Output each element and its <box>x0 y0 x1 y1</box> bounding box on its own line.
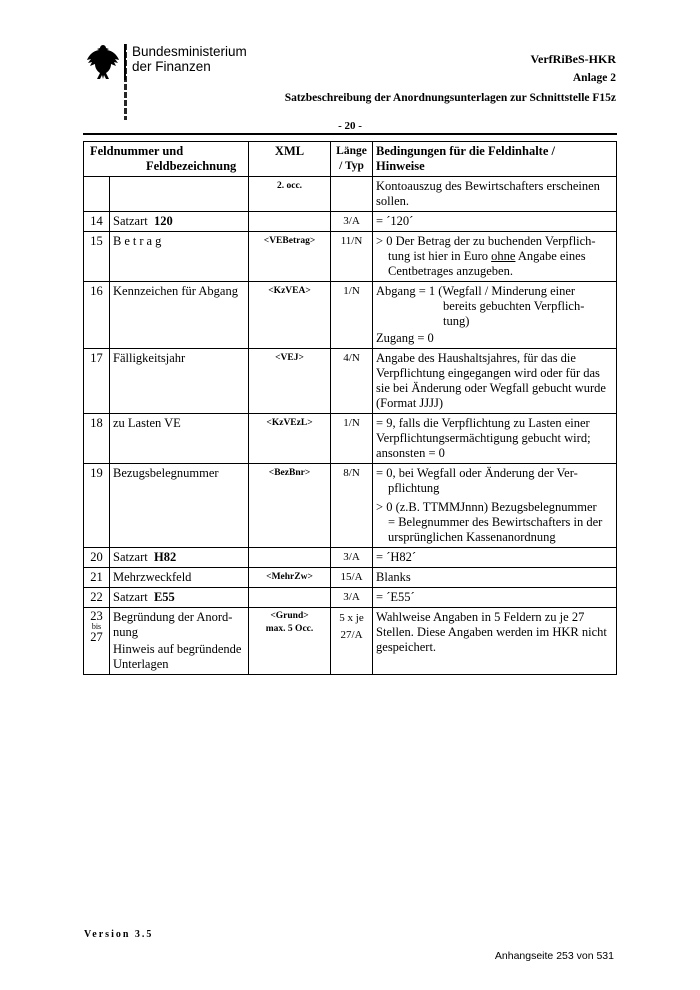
table-row <box>84 608 617 675</box>
row-number: 16 <box>84 282 110 349</box>
ministry-logo <box>86 42 286 122</box>
length-type: 3/A <box>331 212 373 232</box>
xml-tag: <VEBetrag> <box>249 232 331 282</box>
row-number: 19 <box>84 464 110 548</box>
page-info: Anhangseite 253 von 531 <box>494 950 614 962</box>
annex-label: Anlage 2 <box>572 72 616 84</box>
col-header-conditions-line2: Hinweise <box>376 159 425 173</box>
row-number: 15 <box>84 232 110 282</box>
condition-underlined: ohne <box>491 249 516 263</box>
col-header-conditions <box>373 142 617 177</box>
condition <box>373 464 617 548</box>
condition-line: = Belegnummer des Bewirtschafters in der ursprünglichen Kassenanordnung <box>388 515 603 544</box>
condition: Angabe des Haushaltsjahres, für das die Verpflichtung eingegangen wird oder für das sie bei Änderung oder Wegfall gebucht wurde (Format JJJJ) <box>373 349 617 414</box>
field-name-line: Begründung der Anord-nung <box>113 610 233 639</box>
xml-tag: <MehrZw> <box>249 568 331 588</box>
row-number: 22 <box>84 588 110 608</box>
xml-tag <box>249 548 331 568</box>
ministry-line-1: Bundesministerium <box>132 44 247 59</box>
table-row <box>84 588 617 608</box>
condition-line: Zugang = 0 <box>376 331 434 345</box>
field-name-prefix: Satzart <box>113 550 148 564</box>
col-header-field-line2: Feldbezeichnung <box>146 159 237 173</box>
field-name <box>110 588 249 608</box>
field-name: Betrag <box>110 232 249 282</box>
table-row <box>84 414 617 464</box>
condition-text: Angabe eines Centbetrages anzugeben. <box>388 249 586 278</box>
field-name-line: Hinweis auf begründende Unterlagen <box>113 642 242 671</box>
length-type <box>331 177 373 212</box>
condition: Kontoauszug des Bewirtschafters erscheinen sollen. <box>373 177 617 212</box>
field-name: zu Lasten VE <box>110 414 249 464</box>
table-row <box>84 177 617 212</box>
condition-line: bereits gebuchten Verpflich- <box>443 299 585 313</box>
row-number-end: 27 <box>90 630 103 644</box>
row-number: 20 <box>84 548 110 568</box>
col-header-length-line2: / Typ <box>339 160 364 172</box>
field-name: Mehrzweckfeld <box>110 568 249 588</box>
table-row <box>84 548 617 568</box>
xml-tag <box>249 212 331 232</box>
xml-tag: <VEJ> <box>249 349 331 414</box>
condition: = ´H82´ <box>373 548 617 568</box>
table-row <box>84 212 617 232</box>
federal-eagle-icon <box>86 42 120 82</box>
field-name <box>110 177 249 212</box>
length-type: 3/A <box>331 548 373 568</box>
field-name <box>110 548 249 568</box>
length-type: 15/A <box>331 568 373 588</box>
condition: = ´120´ <box>373 212 617 232</box>
condition <box>373 282 617 349</box>
condition: = ´E55´ <box>373 588 617 608</box>
row-number: 21 <box>84 568 110 588</box>
field-name-prefix: Satzart <box>113 590 148 604</box>
col-header-field-line1: Feldnummer und <box>90 144 184 158</box>
length-type: 11/N <box>331 232 373 282</box>
field-name: Fälligkeitsjahr <box>110 349 249 414</box>
length-type: 8/N <box>331 464 373 548</box>
col-header-xml: XML <box>249 142 331 177</box>
version-label: Version 3.5 <box>84 929 154 940</box>
condition-line: tung) <box>443 314 470 328</box>
field-spec-table <box>83 141 617 675</box>
field-name-code: 120 <box>153 214 173 228</box>
condition-line: Abgang = 1 (Wegfall / Minderung einer <box>376 284 576 298</box>
field-name: Bezugsbelegnummer <box>110 464 249 548</box>
logo-bar-top <box>124 44 126 80</box>
condition: Wahlweise Angaben in 5 Feldern zu je 27 Stellen. Diese Angaben werden im HKR nicht gespeichert. <box>373 608 617 675</box>
table-row <box>84 464 617 548</box>
doc-subtitle: Satzbeschreibung der Anordnungsunterlagen zur Schnittstelle F15z <box>284 92 616 104</box>
header-rule <box>83 133 617 135</box>
length-type: 4/N <box>331 349 373 414</box>
xml-tag: <KzVEzL> <box>249 414 331 464</box>
field-name-prefix: Satzart <box>113 214 148 228</box>
doc-code: VerfRiBeS-HKR <box>530 52 616 66</box>
table-row <box>84 232 617 282</box>
table-header-row <box>84 142 617 177</box>
length-type: 1/N <box>331 282 373 349</box>
row-number: 17 <box>84 349 110 414</box>
xml-tag <box>249 588 331 608</box>
col-header-field <box>84 142 249 177</box>
row-number: 14 <box>84 212 110 232</box>
field-name-code: H82 <box>153 550 177 564</box>
condition-line: > 0 (z.B. TTMMJnnn) Bezugsbelegnummer <box>376 500 597 514</box>
ministry-name <box>132 44 247 74</box>
field-name <box>110 608 249 675</box>
table-row <box>84 349 617 414</box>
ministry-line-2: der Finanzen <box>132 59 211 74</box>
condition <box>373 232 617 282</box>
xml-tag <box>249 608 331 675</box>
field-name <box>110 212 249 232</box>
xml-tag: <KzVEA> <box>249 282 331 349</box>
condition-line: pflichtung <box>388 481 440 495</box>
col-header-conditions-line1: Bedingungen für die Feldinhalte / <box>376 144 555 158</box>
page-number: - 20 - <box>338 120 362 132</box>
xml-tag: 2. occ. <box>249 177 331 212</box>
row-number-start: 23 <box>90 609 103 623</box>
condition-line <box>376 249 613 279</box>
xml-tag-line: max. 5 Occ. <box>265 624 314 634</box>
condition: = 9, falls die Verpflichtung zu Lasten einer Verpflichtungsermächtigung gebucht wird; ansonsten = 0 <box>373 414 617 464</box>
table-row <box>84 568 617 588</box>
row-number: 18 <box>84 414 110 464</box>
length-type-line: 5 x je <box>339 612 364 624</box>
row-number <box>84 608 110 675</box>
length-type: 3/A <box>331 588 373 608</box>
length-type: 1/N <box>331 414 373 464</box>
table-row <box>84 282 617 349</box>
length-type <box>331 608 373 675</box>
length-type-line: 27/A <box>340 629 363 641</box>
col-header-length-line1: Länge <box>336 145 367 157</box>
condition-line: > 0 Der Betrag der zu buchenden Verpflich- <box>376 234 596 248</box>
condition: Blanks <box>373 568 617 588</box>
col-header-length <box>331 142 373 177</box>
condition-text: tung ist hier in Euro <box>388 249 489 263</box>
field-name: Kennzeichen für Abgang <box>110 282 249 349</box>
field-name-code: E55 <box>153 590 175 604</box>
row-number-range: bis <box>91 622 102 631</box>
condition-line: = 0, bei Wegfall oder Änderung der Ver- <box>376 466 578 480</box>
xml-tag-line: <Grund> <box>270 611 309 621</box>
xml-tag: <BezBnr> <box>249 464 331 548</box>
row-number <box>84 177 110 212</box>
